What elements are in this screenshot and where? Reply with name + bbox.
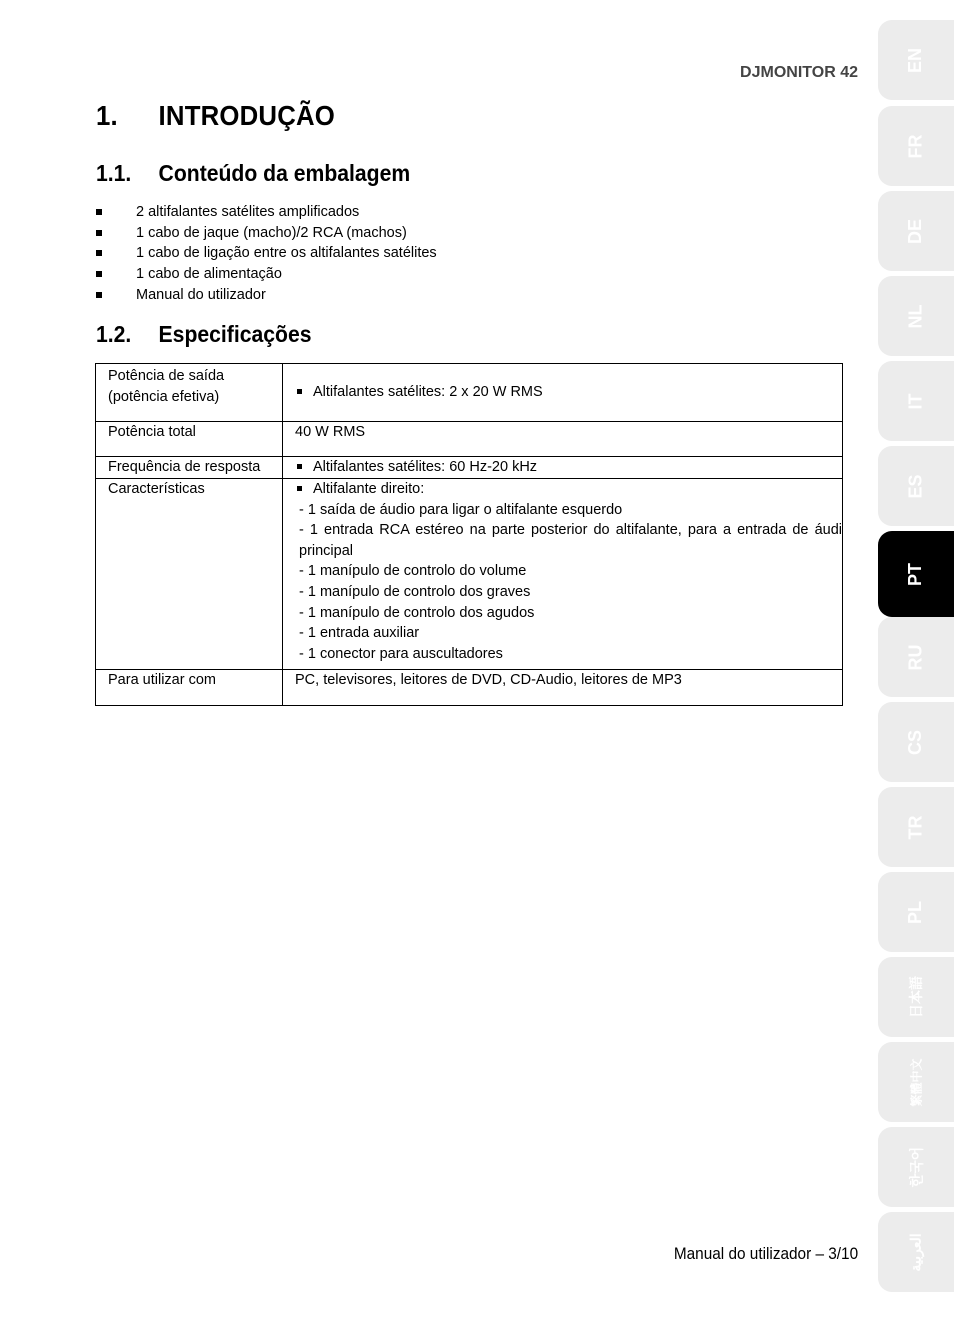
tab-ko[interactable]: 한국어: [878, 1127, 954, 1207]
table-value-cell: Altifalantes satélites: 60 Hz-20 kHz: [283, 457, 843, 479]
table-label-cell: Potência de saída (potência efetiva): [96, 364, 283, 422]
page-footer: Manual do utilizador – 3/10: [673, 1245, 858, 1263]
tab-ja[interactable]: 日本語: [878, 957, 954, 1037]
table-value-cell: PC, televisores, leitores de DVD, CD-Audio, leitores de MP3: [283, 670, 843, 706]
tab-zh-tw[interactable]: 繁體中文: [878, 1042, 954, 1122]
tab-tr[interactable]: TR: [878, 787, 954, 867]
bullet-icon: [297, 389, 302, 394]
bullet-icon: [96, 250, 102, 256]
tab-pl[interactable]: PL: [878, 872, 954, 952]
subsection-number: 1.2.: [96, 321, 132, 347]
subsection-number: 1.1.: [96, 160, 132, 186]
product-name: DJMONITOR 42: [740, 64, 858, 81]
tab-cs[interactable]: CS: [878, 702, 954, 782]
section-title: INTRODUÇÃO: [158, 100, 335, 131]
table-label-cell: Características: [96, 479, 283, 670]
tab-it[interactable]: IT: [878, 361, 954, 441]
table-row: [96, 364, 843, 422]
specifications-table: [95, 363, 843, 706]
subsection-heading-contents: [96, 160, 410, 187]
list-item: Manual do utilizador: [96, 285, 437, 306]
tab-de[interactable]: DE: [878, 191, 954, 271]
tab-en[interactable]: EN: [878, 20, 954, 100]
bullet-icon: [96, 271, 102, 277]
bullet-icon: [96, 209, 102, 215]
bullet-icon: [96, 292, 102, 298]
list-item: 1 cabo de jaque (macho)/2 RCA (machos): [96, 223, 437, 244]
tab-ar[interactable]: العربية: [878, 1212, 954, 1292]
table-row: [96, 457, 843, 479]
bullet-icon: [297, 464, 302, 469]
table-value-cell: 40 W RMS: [283, 422, 843, 457]
bullet-icon: [96, 230, 102, 236]
tab-fr[interactable]: FR: [878, 106, 954, 186]
section-number: 1.: [96, 100, 118, 131]
page-title: [96, 100, 335, 132]
table-row: [96, 670, 843, 706]
tab-es[interactable]: ES: [878, 446, 954, 526]
list-item: 1 cabo de ligação entre os altifalantes satélites: [96, 243, 437, 264]
table-label-cell: Frequência de resposta: [96, 457, 283, 479]
table-label-cell: Potência total: [96, 422, 283, 457]
table-value-cell: Altifalantes satélites: 2 x 20 W RMS: [283, 364, 843, 422]
subsection-heading-specifications: [96, 321, 311, 348]
table-label-cell: Para utilizar com: [96, 670, 283, 706]
table-row: [96, 422, 843, 457]
table-row: [96, 479, 843, 670]
features-list: - 1 saída de áudio para ligar o altifalante esquerdo - 1 entrada RCA estéreo na parte posterior do altifalante, para a entrada de áudi principal - 1 manípulo de controlo do volume - 1 manípulo de controlo dos graves - 1 manípulo de controlo dos agudos - 1 entrada auxiliar - 1 conector para auscultadores: [299, 501, 842, 662]
tab-ru[interactable]: RU: [878, 617, 954, 697]
table-value-cell: Altifalante direito: - 1 saída de áudio para ligar o altifalante esquerdo - 1 entrada RCA estéreo na parte posterior do altifalante, para a entrada de áudi principal - 1 manípulo de controlo do volume - 1 manípulo de controlo dos graves - 1 manípulo de controlo dos agudos - 1 entrada auxiliar - 1 conector para auscultadores: [283, 479, 843, 670]
subsection-title: Especificações: [158, 321, 312, 347]
package-contents-list: [96, 202, 437, 305]
subsection-title: Conteúdo da embalagem: [158, 160, 411, 186]
list-item: 2 altifalantes satélites amplificados: [96, 202, 437, 223]
list-item: 1 cabo de alimentação: [96, 264, 437, 285]
tab-pt[interactable]: PT: [878, 531, 954, 617]
bullet-icon: [297, 486, 302, 491]
tab-nl[interactable]: NL: [878, 276, 954, 356]
